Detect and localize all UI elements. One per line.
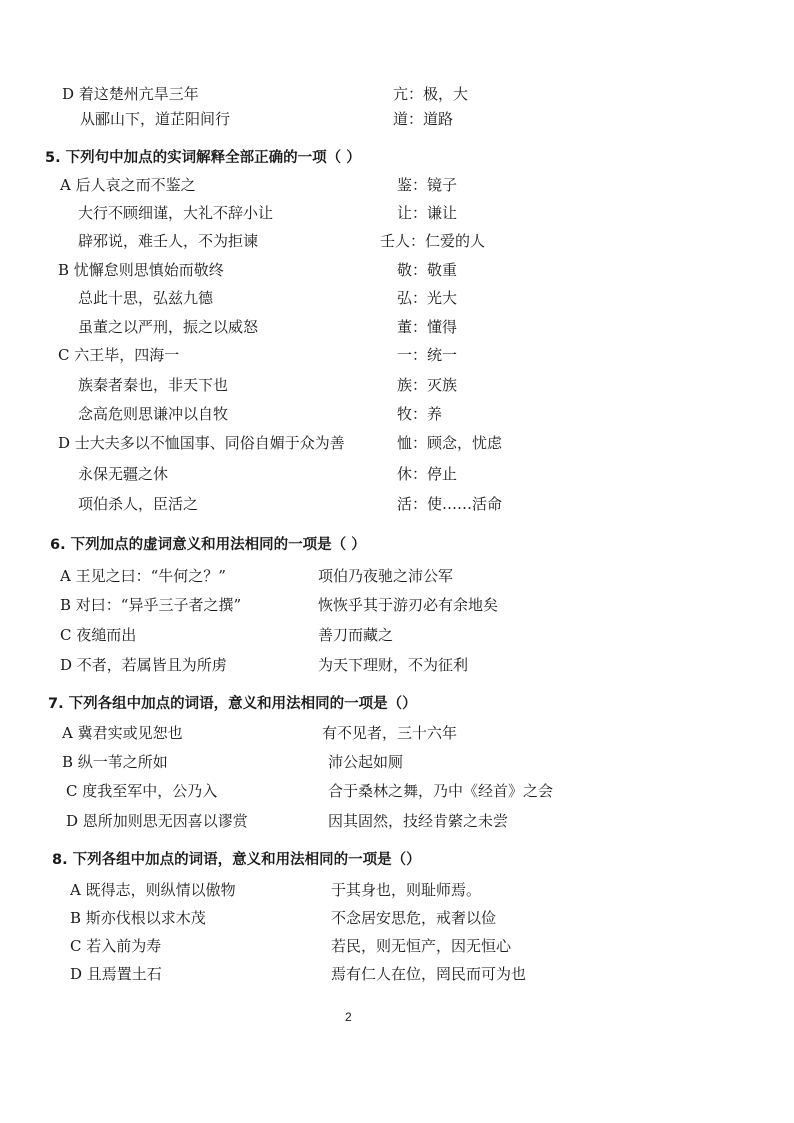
text-line: 牧：养: [397, 405, 443, 423]
text-line: D 士大夫多以不恤国事、同俗自媚于众为善: [58, 434, 345, 452]
text-line: 恢恢乎其于游刃必有余地矣: [318, 596, 499, 614]
question-stem: 8. 下列各组中加点的词语，意义和用法相同的一项是（）: [52, 852, 421, 868]
text-line: D 不者，若属皆且为所虏: [60, 656, 227, 674]
text-line: 念高危则思谦冲以自牧: [78, 405, 229, 423]
text-line: 让：谦让: [397, 204, 458, 222]
text-line: C 夜缒而出: [60, 626, 137, 644]
text-line: D 着这楚州亢旱三年: [62, 85, 199, 103]
text-line: 有不见者，三十六年: [322, 724, 458, 742]
text-line: B 纵一苇之所如: [62, 753, 168, 771]
text-line: 一：统一: [397, 346, 458, 364]
text-line: 族秦者秦也，非天下也: [78, 376, 229, 394]
text-line: 族：灭族: [397, 376, 458, 394]
text-line: 敬：敬重: [397, 261, 458, 279]
text-line: D 恩所加则思无因喜以谬赏: [66, 812, 248, 830]
text-line: 董：懂得: [397, 318, 458, 336]
text-line: 项伯乃夜驰之沛公军: [318, 567, 454, 585]
text-line: 虽董之以严刑，振之以威怒: [78, 318, 259, 336]
page-number: 2: [345, 1010, 352, 1024]
text-line: C 度我至军中，公乃入: [66, 782, 218, 800]
question-stem: 7. 下列各组中加点的词语，意义和用法相同的一项是（）: [48, 696, 417, 712]
text-line: 弘：光大: [397, 289, 458, 307]
text-line: A 后人哀之而不鉴之: [60, 176, 196, 194]
text-line: A 既得志，则纵情以傲物: [70, 881, 236, 899]
text-line: 总此十思，弘兹九德: [78, 289, 214, 307]
text-line: 道：道路: [393, 110, 454, 128]
text-line: 不念居安思危，戒奢以俭: [331, 909, 497, 927]
text-line: B 斯亦伐根以求木茂: [70, 909, 206, 927]
text-line: 焉有仁人在位，罔民而可为也: [331, 965, 527, 983]
text-line: 沛公起如厕: [328, 753, 404, 771]
text-line: 若民，则无恒产，因无恒心: [331, 937, 512, 955]
text-line: D 且焉置土石: [70, 965, 162, 983]
text-line: 鉴：镜子: [397, 176, 458, 194]
text-line: B 忧懈怠则思慎始而敬终: [58, 261, 224, 279]
text-line: 因其固然，技经肯綮之未尝: [328, 812, 509, 830]
text-line: C 六王毕，四海一: [58, 346, 180, 364]
text-line: 于其身也，则耻师焉。: [331, 881, 482, 899]
text-line: A 冀君实或见恕也: [62, 724, 183, 742]
text-line: 大行不顾细谨，大礼不辞小让: [78, 204, 274, 222]
text-line: 亢：极，大: [393, 85, 469, 103]
text-line: 合于桑林之舞，乃中《经首》之会: [328, 782, 554, 800]
text-line: 永保无疆之休: [78, 465, 169, 483]
text-line: 从郦山下，道芷阳间行: [80, 110, 231, 128]
question-stem: 5. 下列句中加点的实词解释全部正确的一项（ ）: [45, 150, 361, 166]
text-line: 休：停止: [397, 465, 458, 483]
text-line: 活：使……活命: [397, 495, 503, 513]
text-line: C 若入前为寿: [70, 937, 162, 955]
text-line: A 王见之曰：“牛何之？”: [60, 567, 226, 585]
text-line: B 对曰：“异乎三子者之撰”: [60, 596, 242, 614]
text-line: 辟邪说，难壬人，不为拒谏: [78, 232, 259, 250]
text-line: 恤：顾念，忧虑: [397, 434, 503, 452]
question-stem: 6. 下列加点的虚词意义和用法相同的一项是（ ）: [50, 537, 366, 553]
text-line: 善刀而藏之: [318, 626, 394, 644]
text-line: 项伯杀人，臣活之: [78, 495, 199, 513]
text-line: 壬人：仁爱的人: [380, 232, 486, 250]
text-line: 为天下理财，不为征利: [318, 656, 469, 674]
